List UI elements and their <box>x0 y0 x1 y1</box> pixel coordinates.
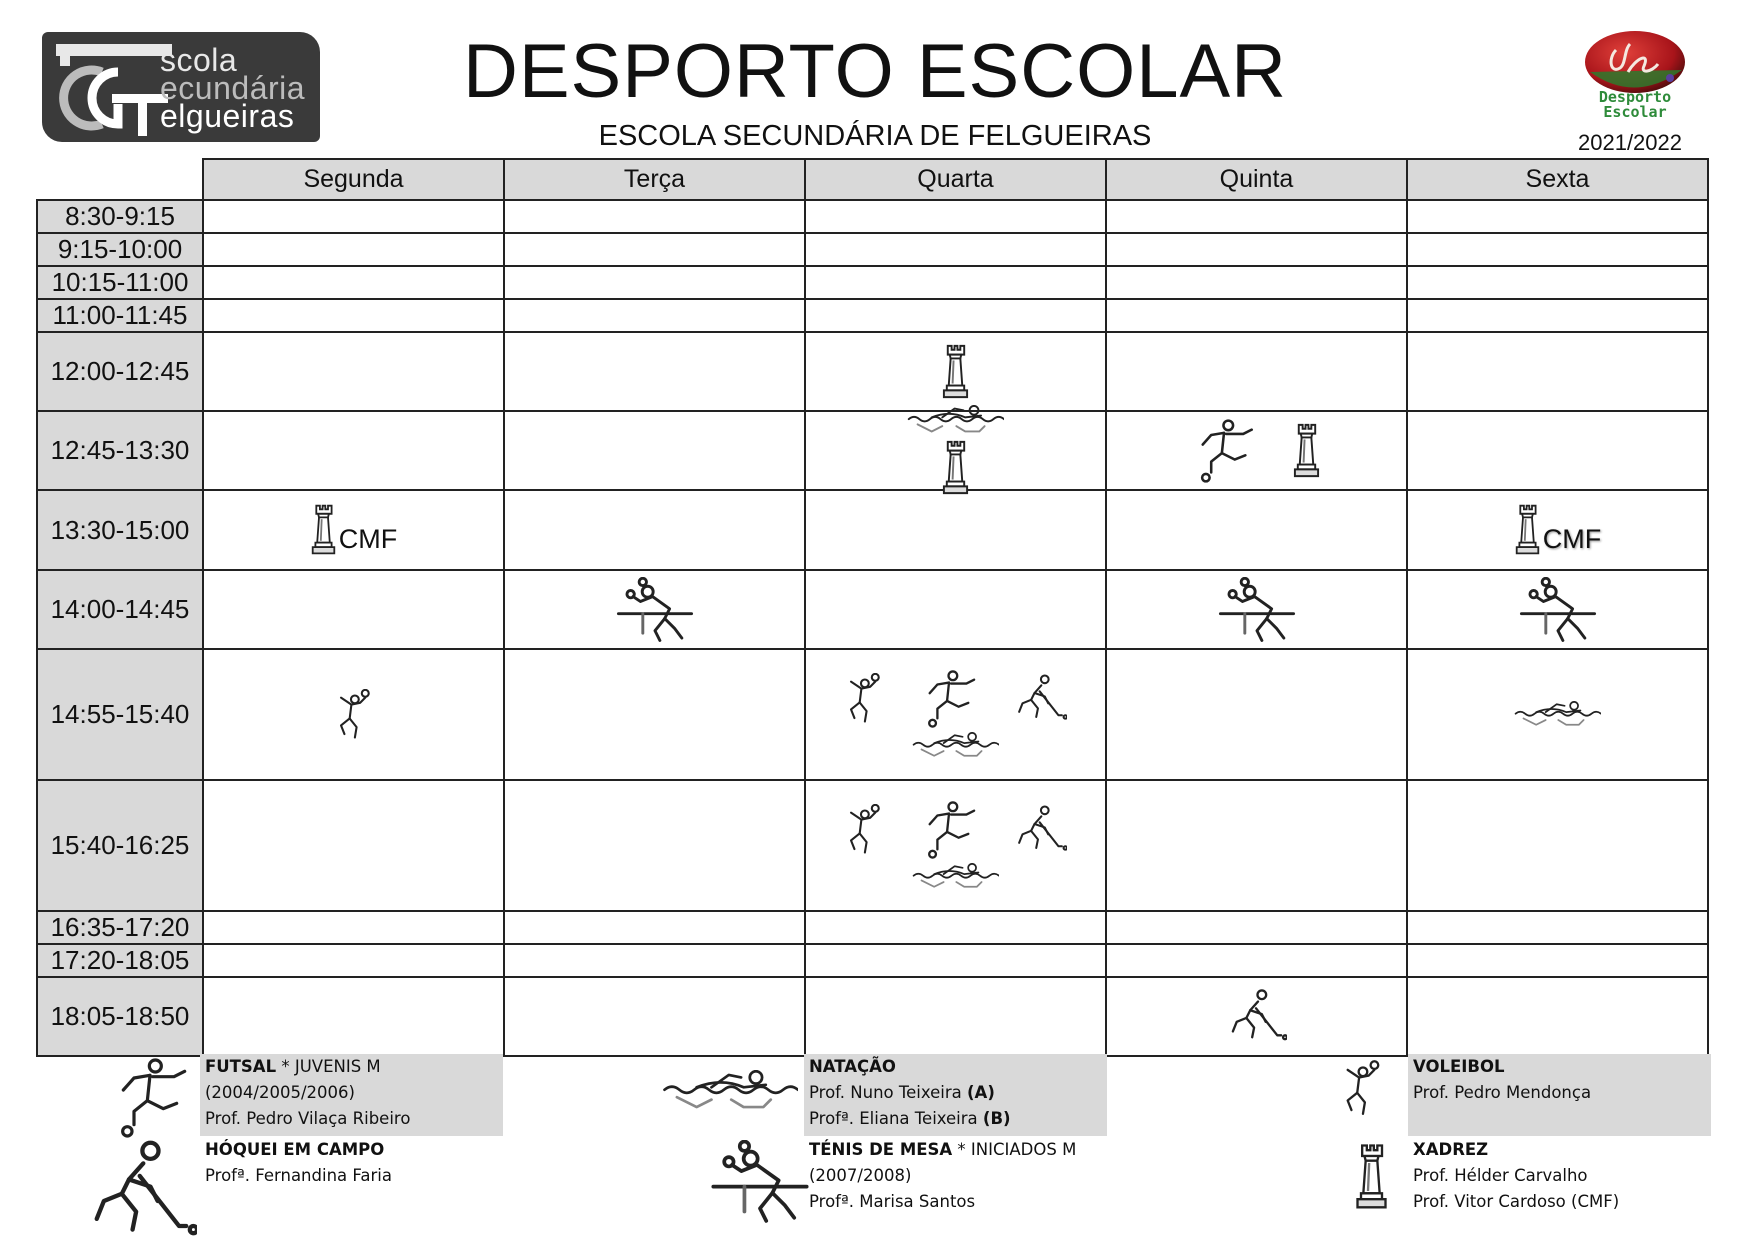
page-title: DESPORTO ESCOLAR <box>462 29 1288 114</box>
time-slot-label: 14:00-14:45 <box>37 570 203 649</box>
schedule-cell-quinta <box>1106 200 1407 233</box>
chess-icon <box>1292 422 1321 480</box>
legend-hoquei <box>205 1137 392 1189</box>
schedule-cell-quarta <box>805 332 1106 411</box>
time-slot-label: 12:00-12:45 <box>37 332 203 411</box>
schedule-cell-sexta <box>1407 780 1708 911</box>
desporto-escolar-text <box>1570 90 1700 120</box>
schedule-cell-segunda <box>203 977 504 1056</box>
legend-xadrez-line-2: Prof. Vitor Cardoso (CMF) <box>1413 1192 1620 1211</box>
schedule-cell-quarta <box>805 266 1106 299</box>
schedule-cell-segunda <box>203 411 504 490</box>
legend-tenis-suffix: * INICIADOS M <box>952 1140 1077 1159</box>
schedule-row <box>37 411 1708 490</box>
activity-icons <box>1408 571 1707 648</box>
schedule-cell-sexta <box>1407 944 1708 977</box>
time-slot-label: 10:15-11:00 <box>37 266 203 299</box>
legend-field-hockey-icon <box>86 1140 197 1249</box>
schedule-cell-quarta <box>805 411 1106 490</box>
schedule-cell-terça <box>504 332 805 411</box>
school-year: 2021/2022 <box>1578 130 1682 155</box>
legend-voleibol-line-1: Prof. Pedro Mendonça <box>1413 1083 1592 1102</box>
schedule-row <box>37 570 1708 649</box>
schedule-cell-sexta <box>1407 266 1708 299</box>
schedule-cell-quinta <box>1106 266 1407 299</box>
legend-futsal-icon <box>110 1058 190 1143</box>
schedule-cell-terça <box>504 570 805 649</box>
schedule-cell-quarta <box>805 649 1106 780</box>
schedule-row <box>37 911 1708 944</box>
time-slot-label: 14:55-15:40 <box>37 649 203 780</box>
volleyball-icon <box>844 804 884 856</box>
time-slot-label: 15:40-16:25 <box>37 780 203 911</box>
schedule-cell-quarta <box>805 570 1106 649</box>
schedule-cell-quinta <box>1106 490 1407 570</box>
schedule-cell-segunda <box>203 490 504 570</box>
legend-xadrez <box>1413 1137 1619 1215</box>
logo-line-3: elgueiras <box>160 98 295 134</box>
swimming-icon <box>1514 701 1601 728</box>
legend-natacao-name: NATAÇÃO <box>809 1057 896 1076</box>
legend-voleibol-name: VOLEIBOL <box>1413 1057 1505 1076</box>
schedule-cell-terça <box>504 780 805 911</box>
legend-futsal-line-2: Prof. Pedro Vilaça Ribeiro <box>205 1109 411 1128</box>
futsal-icon <box>1192 419 1256 483</box>
field-hockey-icon <box>1014 805 1067 855</box>
legend-voleibol <box>1413 1054 1591 1106</box>
schedule-row <box>37 266 1708 299</box>
schedule-cell-quinta <box>1106 332 1407 411</box>
legend-tenis-line-1: (2007/2008) <box>809 1166 912 1185</box>
schedule-cell-sexta <box>1407 332 1708 411</box>
schedule-cell-segunda <box>203 944 504 977</box>
schedule-row <box>37 649 1708 780</box>
table-tennis-icon <box>1218 577 1296 643</box>
chess-cmf-icon <box>310 503 397 557</box>
futsal-icon <box>920 670 978 728</box>
schedule-cell-segunda <box>203 200 504 233</box>
schedule-cell-segunda <box>203 332 504 411</box>
schedule-cell-terça <box>504 911 805 944</box>
schedule-cell-quarta <box>805 911 1106 944</box>
schedule-cell-sexta <box>1407 200 1708 233</box>
schedule-cell-segunda <box>203 266 504 299</box>
day-header-quinta: Quinta <box>1106 159 1407 200</box>
volleyball-icon <box>334 689 374 741</box>
schedule-cell-terça <box>504 490 805 570</box>
schedule-table <box>36 158 1709 1057</box>
swimming-icon <box>806 863 1105 890</box>
activity-icons <box>1408 650 1707 779</box>
legend-natacao-group-b: (B) <box>982 1109 1011 1128</box>
schedule-cell-quarta <box>805 977 1106 1056</box>
legend-table-tennis-icon <box>710 1140 810 1229</box>
schedule-cell-quinta <box>1106 780 1407 911</box>
legend-hoquei-name: HÓQUEI EM CAMPO <box>205 1140 385 1159</box>
day-header-sexta: Sexta <box>1407 159 1708 200</box>
schedule-cell-segunda <box>203 233 504 266</box>
legend-xadrez-line-1: Prof. Hélder Carvalho <box>1413 1166 1588 1185</box>
time-slot-label: 11:00-11:45 <box>37 299 203 332</box>
activity-icons <box>1408 491 1707 569</box>
schedule-cell-segunda <box>203 570 504 649</box>
schedule-cell-segunda <box>203 299 504 332</box>
legend-xadrez-name: XADREZ <box>1413 1140 1489 1159</box>
legend-volleyball-icon <box>1340 1060 1384 1123</box>
schedule-cell-terça <box>504 977 805 1056</box>
schedule-cell-sexta <box>1407 911 1708 944</box>
schedule-cell-quinta <box>1106 411 1407 490</box>
schedule-row <box>37 233 1708 266</box>
logo-line-1: scola <box>160 42 238 78</box>
legend-tenis-line-2: Profª. Marisa Santos <box>809 1192 976 1211</box>
legend-hoquei-line-1: Profª. Fernandina Faria <box>205 1166 392 1185</box>
schedule-row <box>37 780 1708 911</box>
volleyball-icon <box>844 673 884 725</box>
school-logo-mark <box>42 32 172 142</box>
schedule-cell-quarta <box>805 200 1106 233</box>
schedule-cell-sexta <box>1407 233 1708 266</box>
activity-icons <box>806 650 1105 779</box>
schedule-cell-terça <box>504 411 805 490</box>
schedule-cell-sexta <box>1407 299 1708 332</box>
schedule-cell-segunda <box>203 911 504 944</box>
legend-natacao-line-1: Prof. Nuno Teixeira <box>809 1083 968 1102</box>
page-subtitle: ESCOLA SECUNDÁRIA DE FELGUEIRAS <box>598 120 1152 152</box>
schedule-cell-quinta <box>1106 944 1407 977</box>
cmf-label: CMF <box>338 524 398 554</box>
field-hockey-icon <box>1014 674 1067 724</box>
time-slot-label: 13:30-15:00 <box>37 490 203 570</box>
activity-icons <box>505 571 804 648</box>
schedule-cell-sexta <box>1407 490 1708 570</box>
de-text-line-2: Escolar <box>1603 103 1667 121</box>
table-tennis-icon <box>616 577 694 643</box>
schedule-cell-quarta <box>805 233 1106 266</box>
chess-icon <box>941 439 970 497</box>
field-hockey-icon <box>1227 989 1287 1045</box>
legend-tenis-name: TÉNIS DE MESA <box>809 1140 953 1159</box>
futsal-icon <box>920 801 978 859</box>
chess-cmf-icon <box>1514 503 1601 557</box>
activity-icons <box>1107 978 1406 1055</box>
schedule-cell-segunda <box>203 649 504 780</box>
schedule-cell-segunda <box>203 780 504 911</box>
time-slot-label: 17:20-18:05 <box>37 944 203 977</box>
swimming-icon <box>806 732 1105 759</box>
activity-icons <box>1107 412 1406 489</box>
time-slot-label: 9:15-10:00 <box>37 233 203 266</box>
schedule-cell-quinta <box>1106 977 1407 1056</box>
legend-natacao-line-2: Profª. Eliana Teixeira <box>809 1109 983 1128</box>
day-header-segunda: Segunda <box>203 159 504 200</box>
chess-icon <box>941 343 970 401</box>
schedule-cell-quarta <box>805 299 1106 332</box>
schedule-cell-quinta <box>1106 570 1407 649</box>
schedule-cell-quinta <box>1106 233 1407 266</box>
legend-futsal-suffix: * JUVENIS M <box>276 1057 381 1076</box>
activity-icons <box>806 781 1105 910</box>
legend-natacao <box>809 1054 1011 1132</box>
schedule-cell-terça <box>504 200 805 233</box>
school-logo <box>42 32 320 142</box>
logo-line-2: ecundária <box>160 70 306 106</box>
day-header-quarta: Quarta <box>805 159 1106 200</box>
schedule-row <box>37 944 1708 977</box>
time-slot-label: 8:30-9:15 <box>37 200 203 233</box>
legend-natacao-group-a: (A) <box>967 1083 995 1102</box>
time-slot-label: 16:35-17:20 <box>37 911 203 944</box>
swimming-icon <box>806 405 1105 435</box>
activity-icons <box>806 333 1105 410</box>
day-header-row <box>37 159 1708 200</box>
legend-futsal-line-1: (2004/2005/2006) <box>205 1083 355 1102</box>
legend-swimming-icon <box>662 1070 798 1117</box>
de-text-line-1: Desporto <box>1598 88 1672 106</box>
legend-futsal-name: FUTSAL <box>205 1057 277 1076</box>
schedule-cell-sexta <box>1407 570 1708 649</box>
schedule-cell-quarta <box>805 490 1106 570</box>
activity-icons <box>204 491 503 569</box>
activity-icons <box>1107 571 1406 648</box>
schedule-cell-quarta <box>805 944 1106 977</box>
schedule-cell-quinta <box>1106 911 1407 944</box>
schedule-cell-sexta <box>1407 411 1708 490</box>
corner-cell <box>37 159 203 200</box>
schedule-row <box>37 200 1708 233</box>
table-tennis-icon <box>1519 577 1597 643</box>
time-slot-label: 12:45-13:30 <box>37 411 203 490</box>
schedule-cell-terça <box>504 649 805 780</box>
schedule-cell-quarta <box>805 780 1106 911</box>
day-header-terca: Terça <box>504 159 805 200</box>
schedule-cell-terça <box>504 299 805 332</box>
schedule-cell-sexta <box>1407 977 1708 1056</box>
cmf-label: CMF <box>1542 524 1602 554</box>
schedule-row <box>37 977 1708 1056</box>
schedule-cell-quinta <box>1106 299 1407 332</box>
schedule-row <box>37 332 1708 411</box>
activity-icons <box>806 412 1105 489</box>
legend-tenis <box>809 1137 1076 1215</box>
schedule-cell-terça <box>504 266 805 299</box>
schedule-cell-terça <box>504 233 805 266</box>
schedule-cell-terça <box>504 944 805 977</box>
legend-chess-icon <box>1354 1142 1389 1217</box>
activity-icons <box>204 650 503 779</box>
time-slot-label: 18:05-18:50 <box>37 977 203 1056</box>
legend-futsal <box>205 1054 410 1132</box>
schedule-cell-sexta <box>1407 649 1708 780</box>
schedule-cell-quinta <box>1106 649 1407 780</box>
schedule-row <box>37 299 1708 332</box>
schedule-row <box>37 490 1708 570</box>
